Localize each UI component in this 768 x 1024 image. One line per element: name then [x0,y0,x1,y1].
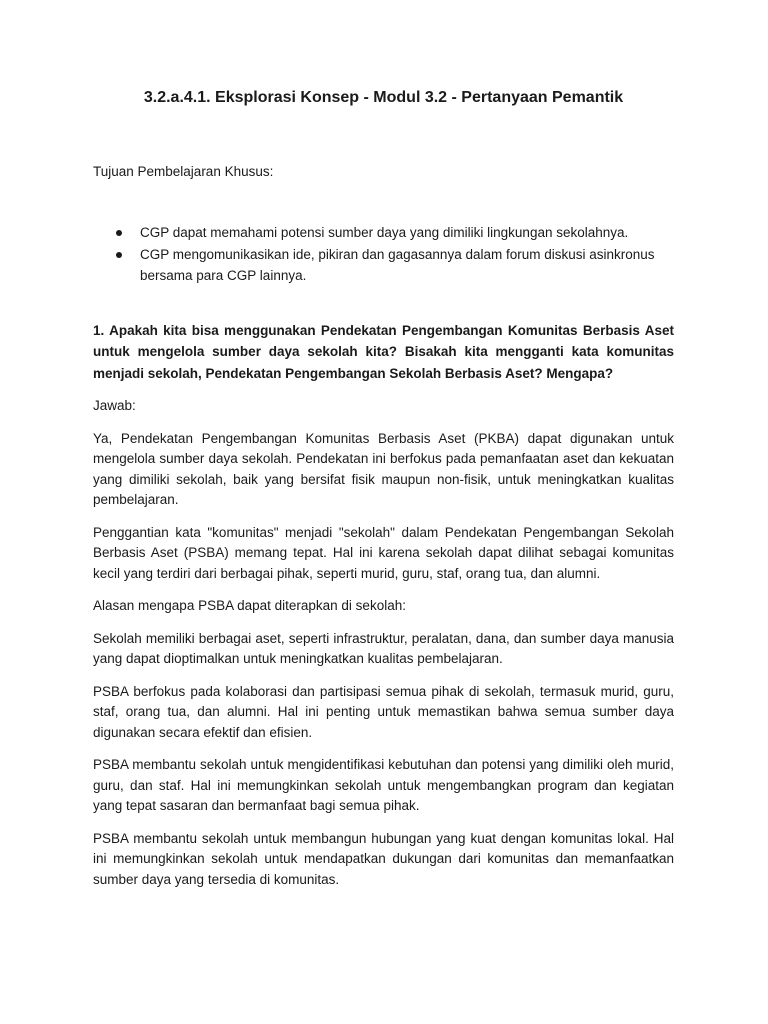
body-paragraph: PSBA membantu sekolah untuk membangun hubungan yang kuat dengan komunitas lokal. Hal ini memungkinkan sekolah untuk mendapatkan dukungan dari komunitas dan memanfaatkan sumber daya yang tersedia di komunitas. [93,830,674,887]
body-paragraph: PSBA membantu sekolah untuk mengidentifikasi kebutuhan dan potensi yang dimiliki oleh murid, guru, dan staf. Hal ini memungkinkan sekolah untuk mengembangkan program dan kegiatan yang tepat sasaran dan bermanfaat bagi semua pihak. [93,757,674,813]
document-title: 3.2.a.4.1. Eksplorasi Konsep - Modul 3.2 - Pertanyaan Pemantik [143,89,624,106]
body-paragraph: Penggantian kata "komunitas" menjadi "sekolah" dalam Pendekatan Pengembangan Sekolah Berbasis Aset (PSBA) memang tepat. Hal ini karena sekolah dapat dilihat sebagai komunitas kecil yang terdiri dari berbagai pihak, seperti murid, guru, staf, orang tua, dan alumni. [93,524,674,581]
objective-text: CGP dapat memahami potensi sumber daya yang dimiliki lingkungan sekolahnya. [140,225,629,240]
objectives-list [93,222,674,287]
answer-label: Jawab: [93,398,136,413]
body-paragraph: Sekolah memiliki berbagai aset, seperti infrastruktur, peralatan, dana, dan sumber daya manusia yang dapat dioptimalkan untuk meningkatkan kualitas pembelajaran. [93,630,674,666]
bullet-icon [116,252,122,258]
bullet-icon [116,230,122,236]
question-heading: 1. Apakah kita bisa menggunakan Pendekatan Pengembangan Komunitas Berbasis Aset untuk mengelola sumber daya sekolah kita? Bisakah kita mengganti kata komunitas menjadi sekolah, Pendekatan Pengembangan Sekolah Berbasis Aset? Mengapa? [93,322,674,381]
body-paragraph: Ya, Pendekatan Pengembangan Komunitas Berbasis Aset (PKBA) dapat digunakan untuk mengelola sumber daya sekolah. Pendekatan ini berfokus pada pemanfaatan aset dan kekuatan yang dimiliki sekolah, baik yang bersifat fisik maupun non-fisik, untuk meningkatkan kualitas pembelajaran. [93,430,674,507]
list-item [93,244,674,287]
list-item [93,222,674,244]
body-paragraph: Alasan mengapa PSBA dapat diterapkan di sekolah: [93,598,406,613]
objective-text: CGP mengomunikasikan ide, pikiran dan gagasannya dalam forum diskusi asinkronus bersama para CGP lainnya. [140,246,655,283]
body-paragraph: PSBA berfokus pada kolaborasi dan partisipasi semua pihak di sekolah, termasuk murid, guru, staf, orang tua, dan alumni. Hal ini penting untuk memastikan bahwa semua sumber daya digunakan secara efektif dan efisien. [93,683,674,740]
objectives-heading: Tujuan Pembelajaran Khusus: [93,164,274,179]
